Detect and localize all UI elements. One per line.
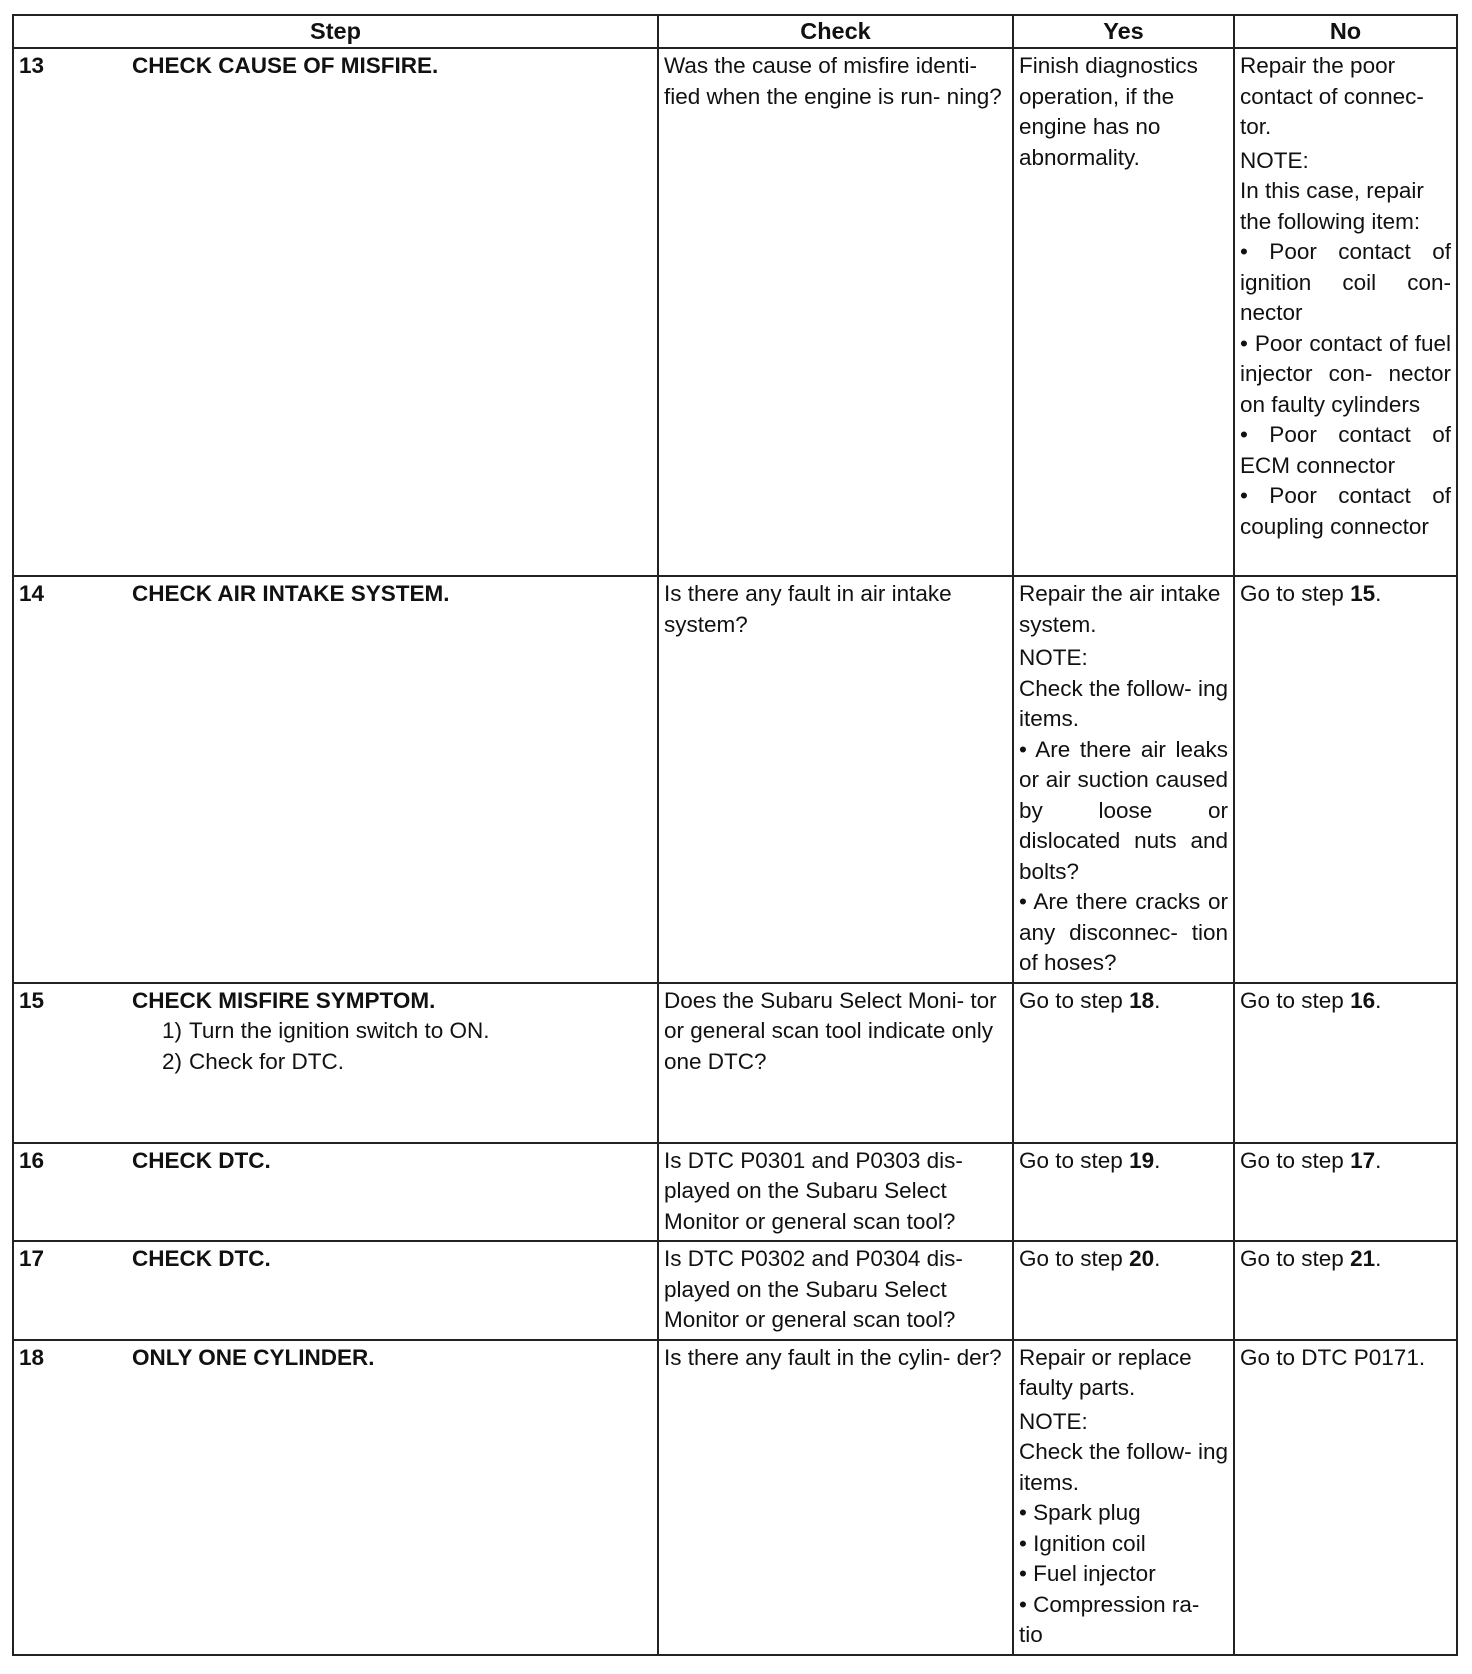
step-title: CHECK MISFIRE SYMPTOM. — [132, 987, 436, 1013]
substep-text: Turn the ignition switch to ON. — [189, 1018, 490, 1043]
yes-text: Repair or replace faulty parts. — [1019, 1344, 1192, 1400]
yes-cell — [1013, 1241, 1234, 1340]
substep — [132, 1047, 652, 1078]
header-no: No — [1234, 15, 1457, 48]
note-text: In this case, repair the following item: — [1240, 178, 1424, 234]
step-cell — [13, 1143, 658, 1242]
step-number: 18 — [19, 1344, 45, 1370]
no-cell — [1234, 1241, 1457, 1340]
yes-cell — [1013, 1143, 1234, 1242]
yes-text: Go to step — [1019, 987, 1130, 1013]
step-cell — [13, 576, 658, 983]
header-step: Step — [13, 15, 658, 48]
check-cell — [658, 983, 1013, 1143]
table-row — [13, 983, 1457, 1143]
step-cell — [13, 983, 658, 1143]
goto-step-number: 20 — [1129, 1246, 1155, 1271]
step-title: CHECK AIR INTAKE SYSTEM. — [132, 581, 450, 606]
check-cell — [658, 1143, 1013, 1242]
no-text: Go to step — [1240, 581, 1351, 606]
yes-cell — [1013, 576, 1234, 983]
step-number: 17 — [19, 1246, 45, 1271]
yes-text: Go to step — [1019, 1147, 1130, 1173]
note-item: • Spark plug — [1019, 1500, 1141, 1525]
no-cell — [1234, 1340, 1457, 1655]
step-title: ONLY ONE CYLINDER. — [132, 1344, 375, 1370]
check-cell — [658, 1340, 1013, 1655]
step-cell — [13, 48, 658, 576]
goto-step-number: 17 — [1350, 1147, 1376, 1173]
no-cell — [1234, 983, 1457, 1143]
note-item: • Ignition coil — [1019, 1530, 1146, 1556]
no-text-suffix: . — [1375, 581, 1382, 606]
step-title: CHECK CAUSE OF MISFIRE. — [132, 53, 439, 78]
no-cell — [1234, 576, 1457, 983]
yes-cell — [1013, 1340, 1234, 1655]
step-number: 14 — [19, 581, 45, 606]
check-cell — [658, 576, 1013, 983]
goto-step-number: 19 — [1129, 1147, 1155, 1173]
check-text: Is DTC P0301 and P0303 dis- played on the Subaru Select Monitor or general scan tool? — [664, 1147, 963, 1234]
check-text: Is DTC P0302 and P0304 dis- played on the Subaru Select Monitor or general scan tool? — [664, 1246, 963, 1332]
goto-step-number: 21 — [1350, 1246, 1376, 1271]
substep-list — [132, 1016, 652, 1077]
note-label: NOTE: — [1240, 147, 1309, 173]
no-text: Go to step — [1240, 1147, 1351, 1173]
check-text: Does the Subaru Select Moni- tor or general scan tool indicate only one DTC? — [664, 987, 997, 1074]
no-text: Go to DTC P0171. — [1240, 1344, 1426, 1370]
step-title: CHECK DTC. — [132, 1246, 271, 1271]
note-item: • Fuel injector — [1019, 1561, 1156, 1586]
no-text-suffix: . — [1375, 1147, 1382, 1173]
yes-text: Repair the air intake system. — [1019, 581, 1221, 637]
yes-text-suffix: . — [1154, 1147, 1161, 1173]
note-item: • Poor contact of coupling connector — [1240, 483, 1451, 539]
table-row — [13, 576, 1457, 983]
step-number: 15 — [19, 987, 45, 1013]
table-row — [13, 1241, 1457, 1340]
yes-text-suffix: . — [1154, 987, 1161, 1013]
note-item: • Poor contact of ignition coil con- nector — [1240, 239, 1451, 325]
substep-text: Check for DTC. — [189, 1048, 345, 1074]
note-text: Check the follow- ing items. — [1019, 1439, 1228, 1495]
note-item: • Poor contact of ECM connector — [1240, 422, 1451, 478]
note-item: • Are there air leaks or air suction caused by loose or dislocated nuts and bolts? — [1019, 736, 1228, 884]
table-row — [13, 1143, 1457, 1242]
no-cell — [1234, 1143, 1457, 1242]
check-cell — [658, 48, 1013, 576]
goto-step-number: 15 — [1350, 581, 1376, 606]
diagnostic-table — [12, 14, 1458, 1656]
no-text: Repair the poor contact of connec- tor. — [1240, 53, 1424, 139]
header-check: Check — [658, 15, 1013, 48]
note-item: • Poor contact of fuel injector con- nector on faulty cylinders — [1240, 330, 1451, 417]
substep — [132, 1016, 652, 1047]
header-yes: Yes — [1013, 15, 1234, 48]
goto-step-number: 18 — [1129, 987, 1155, 1013]
yes-cell — [1013, 48, 1234, 576]
check-text: Was the cause of misfire identi- fied when the engine is run- ning? — [664, 53, 1002, 109]
step-cell — [13, 1241, 658, 1340]
yes-text: Finish diagnostics operation, if the engine has no abnormality. — [1019, 53, 1198, 170]
substep-number: 1) — [162, 1018, 183, 1043]
no-text-suffix: . — [1375, 1246, 1382, 1271]
note-item: • Compression ra- tio — [1019, 1591, 1200, 1647]
no-text: Go to step — [1240, 1246, 1351, 1271]
yes-cell — [1013, 983, 1234, 1143]
no-cell — [1234, 48, 1457, 576]
no-text-suffix: . — [1375, 987, 1382, 1013]
step-title: CHECK DTC. — [132, 1147, 271, 1173]
check-cell — [658, 1241, 1013, 1340]
check-text: Is there any fault in air intake system? — [664, 581, 952, 637]
check-text: Is there any fault in the cylin- der? — [664, 1344, 1002, 1370]
header-row — [13, 15, 1457, 48]
table-row — [13, 48, 1457, 576]
table-row — [13, 1340, 1457, 1655]
step-number: 16 — [19, 1147, 45, 1173]
note-text: Check the follow- ing items. — [1019, 675, 1228, 731]
note-item: • Are there cracks or any disconnec- tion of hoses? — [1019, 889, 1228, 975]
goto-step-number: 16 — [1350, 987, 1376, 1013]
substep-number: 2) — [162, 1048, 183, 1074]
step-cell — [13, 1340, 658, 1655]
note-label: NOTE: — [1019, 1408, 1088, 1434]
yes-text-suffix: . — [1154, 1246, 1161, 1271]
note-label: NOTE: — [1019, 645, 1088, 670]
yes-text: Go to step — [1019, 1246, 1130, 1271]
step-number: 13 — [19, 53, 45, 78]
no-text: Go to step — [1240, 987, 1351, 1013]
